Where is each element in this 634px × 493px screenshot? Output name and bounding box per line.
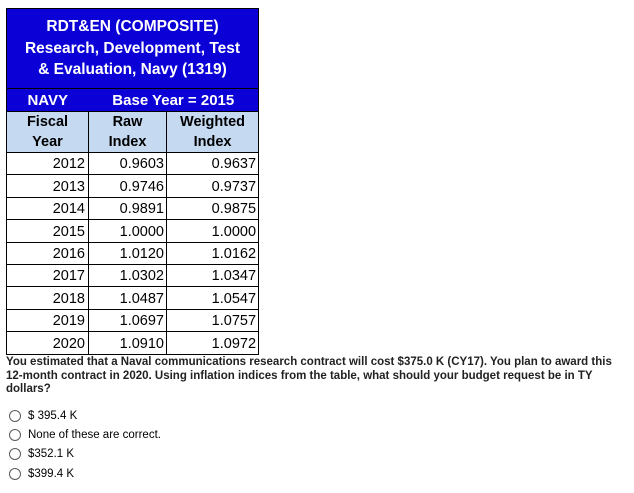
table-row — [7, 287, 259, 309]
table-row — [7, 220, 259, 242]
answer-options — [9, 406, 161, 483]
table-row — [7, 309, 259, 331]
answer-option[interactable] — [9, 425, 161, 444]
fiscal-year-cell: 2019 — [7, 309, 89, 331]
weighted-index-cell: 1.0162 — [167, 242, 259, 264]
service-label: NAVY — [7, 89, 89, 112]
radio-button[interactable] — [9, 429, 21, 441]
answer-option-label: None of these are correct. — [28, 428, 161, 441]
answer-option-label: $ 395.4 K — [28, 409, 78, 422]
raw-index-cell: 1.0910 — [89, 332, 167, 354]
fiscal-year-cell: 2018 — [7, 287, 89, 309]
table-title-line-1: RDT&EN (COMPOSITE) — [46, 18, 219, 36]
raw-index-cell: 1.0487 — [89, 287, 167, 309]
weighted-index-cell: 0.9875 — [167, 197, 259, 219]
fiscal-year-cell: 2013 — [7, 175, 89, 197]
weighted-index-cell: 0.9637 — [167, 153, 259, 175]
weighted-index-cell: 1.0000 — [167, 220, 259, 242]
table-title-line-2: Research, Development, Test — [24, 39, 241, 57]
table-row — [7, 197, 259, 219]
table-row — [7, 153, 259, 175]
weighted-index-cell: 1.0972 — [167, 332, 259, 354]
raw-index-cell: 1.0000 — [89, 220, 167, 242]
table-title — [7, 9, 259, 89]
weighted-index-cell: 0.9737 — [167, 175, 259, 197]
fiscal-year-cell: 2017 — [7, 264, 89, 286]
answer-option[interactable] — [9, 406, 161, 425]
weighted-index-cell: 1.0347 — [167, 264, 259, 286]
base-year-label: Base Year = 2015 — [89, 89, 259, 112]
weighted-index-header: Weighted Index — [167, 112, 259, 153]
raw-index-cell: 0.9603 — [89, 153, 167, 175]
fiscal-year-cell: 2014 — [7, 197, 89, 219]
answer-option[interactable] — [9, 445, 161, 464]
raw-index-cell: 0.9891 — [89, 197, 167, 219]
answer-option-label: $352.1 K — [28, 448, 75, 461]
raw-index-header: Raw Index — [89, 112, 167, 153]
radio-button[interactable] — [9, 410, 21, 422]
fiscal-year-cell: 2016 — [7, 242, 89, 264]
table-row — [7, 264, 259, 286]
raw-index-cell: 1.0302 — [89, 264, 167, 286]
table-row — [7, 175, 259, 197]
answer-option[interactable] — [9, 464, 161, 483]
fiscal-year-cell: 2012 — [7, 153, 89, 175]
raw-index-cell: 1.0120 — [89, 242, 167, 264]
table-title-line-3: & Evaluation, Navy (1319) — [38, 61, 227, 79]
table-row — [7, 242, 259, 264]
inflation-index-table — [6, 8, 259, 355]
fiscal-year-header: Fiscal Year — [7, 112, 89, 153]
radio-button[interactable] — [9, 448, 21, 460]
radio-button[interactable] — [9, 468, 21, 480]
table-row — [7, 332, 259, 354]
fiscal-year-cell: 2015 — [7, 220, 89, 242]
fiscal-year-cell: 2020 — [7, 332, 89, 354]
weighted-index-cell: 1.0757 — [167, 309, 259, 331]
answer-option-label: $399.4 K — [28, 467, 75, 480]
raw-index-cell: 0.9746 — [89, 175, 167, 197]
raw-index-cell: 1.0697 — [89, 309, 167, 331]
weighted-index-cell: 1.0547 — [167, 287, 259, 309]
question-text: You estimated that a Naval communications research contract will cost $375.0 K (CY17). You plan to award this 12-month contract in 2020. Using inflation indices from the table, what should your budget request be in TY dollars? — [6, 356, 612, 395]
